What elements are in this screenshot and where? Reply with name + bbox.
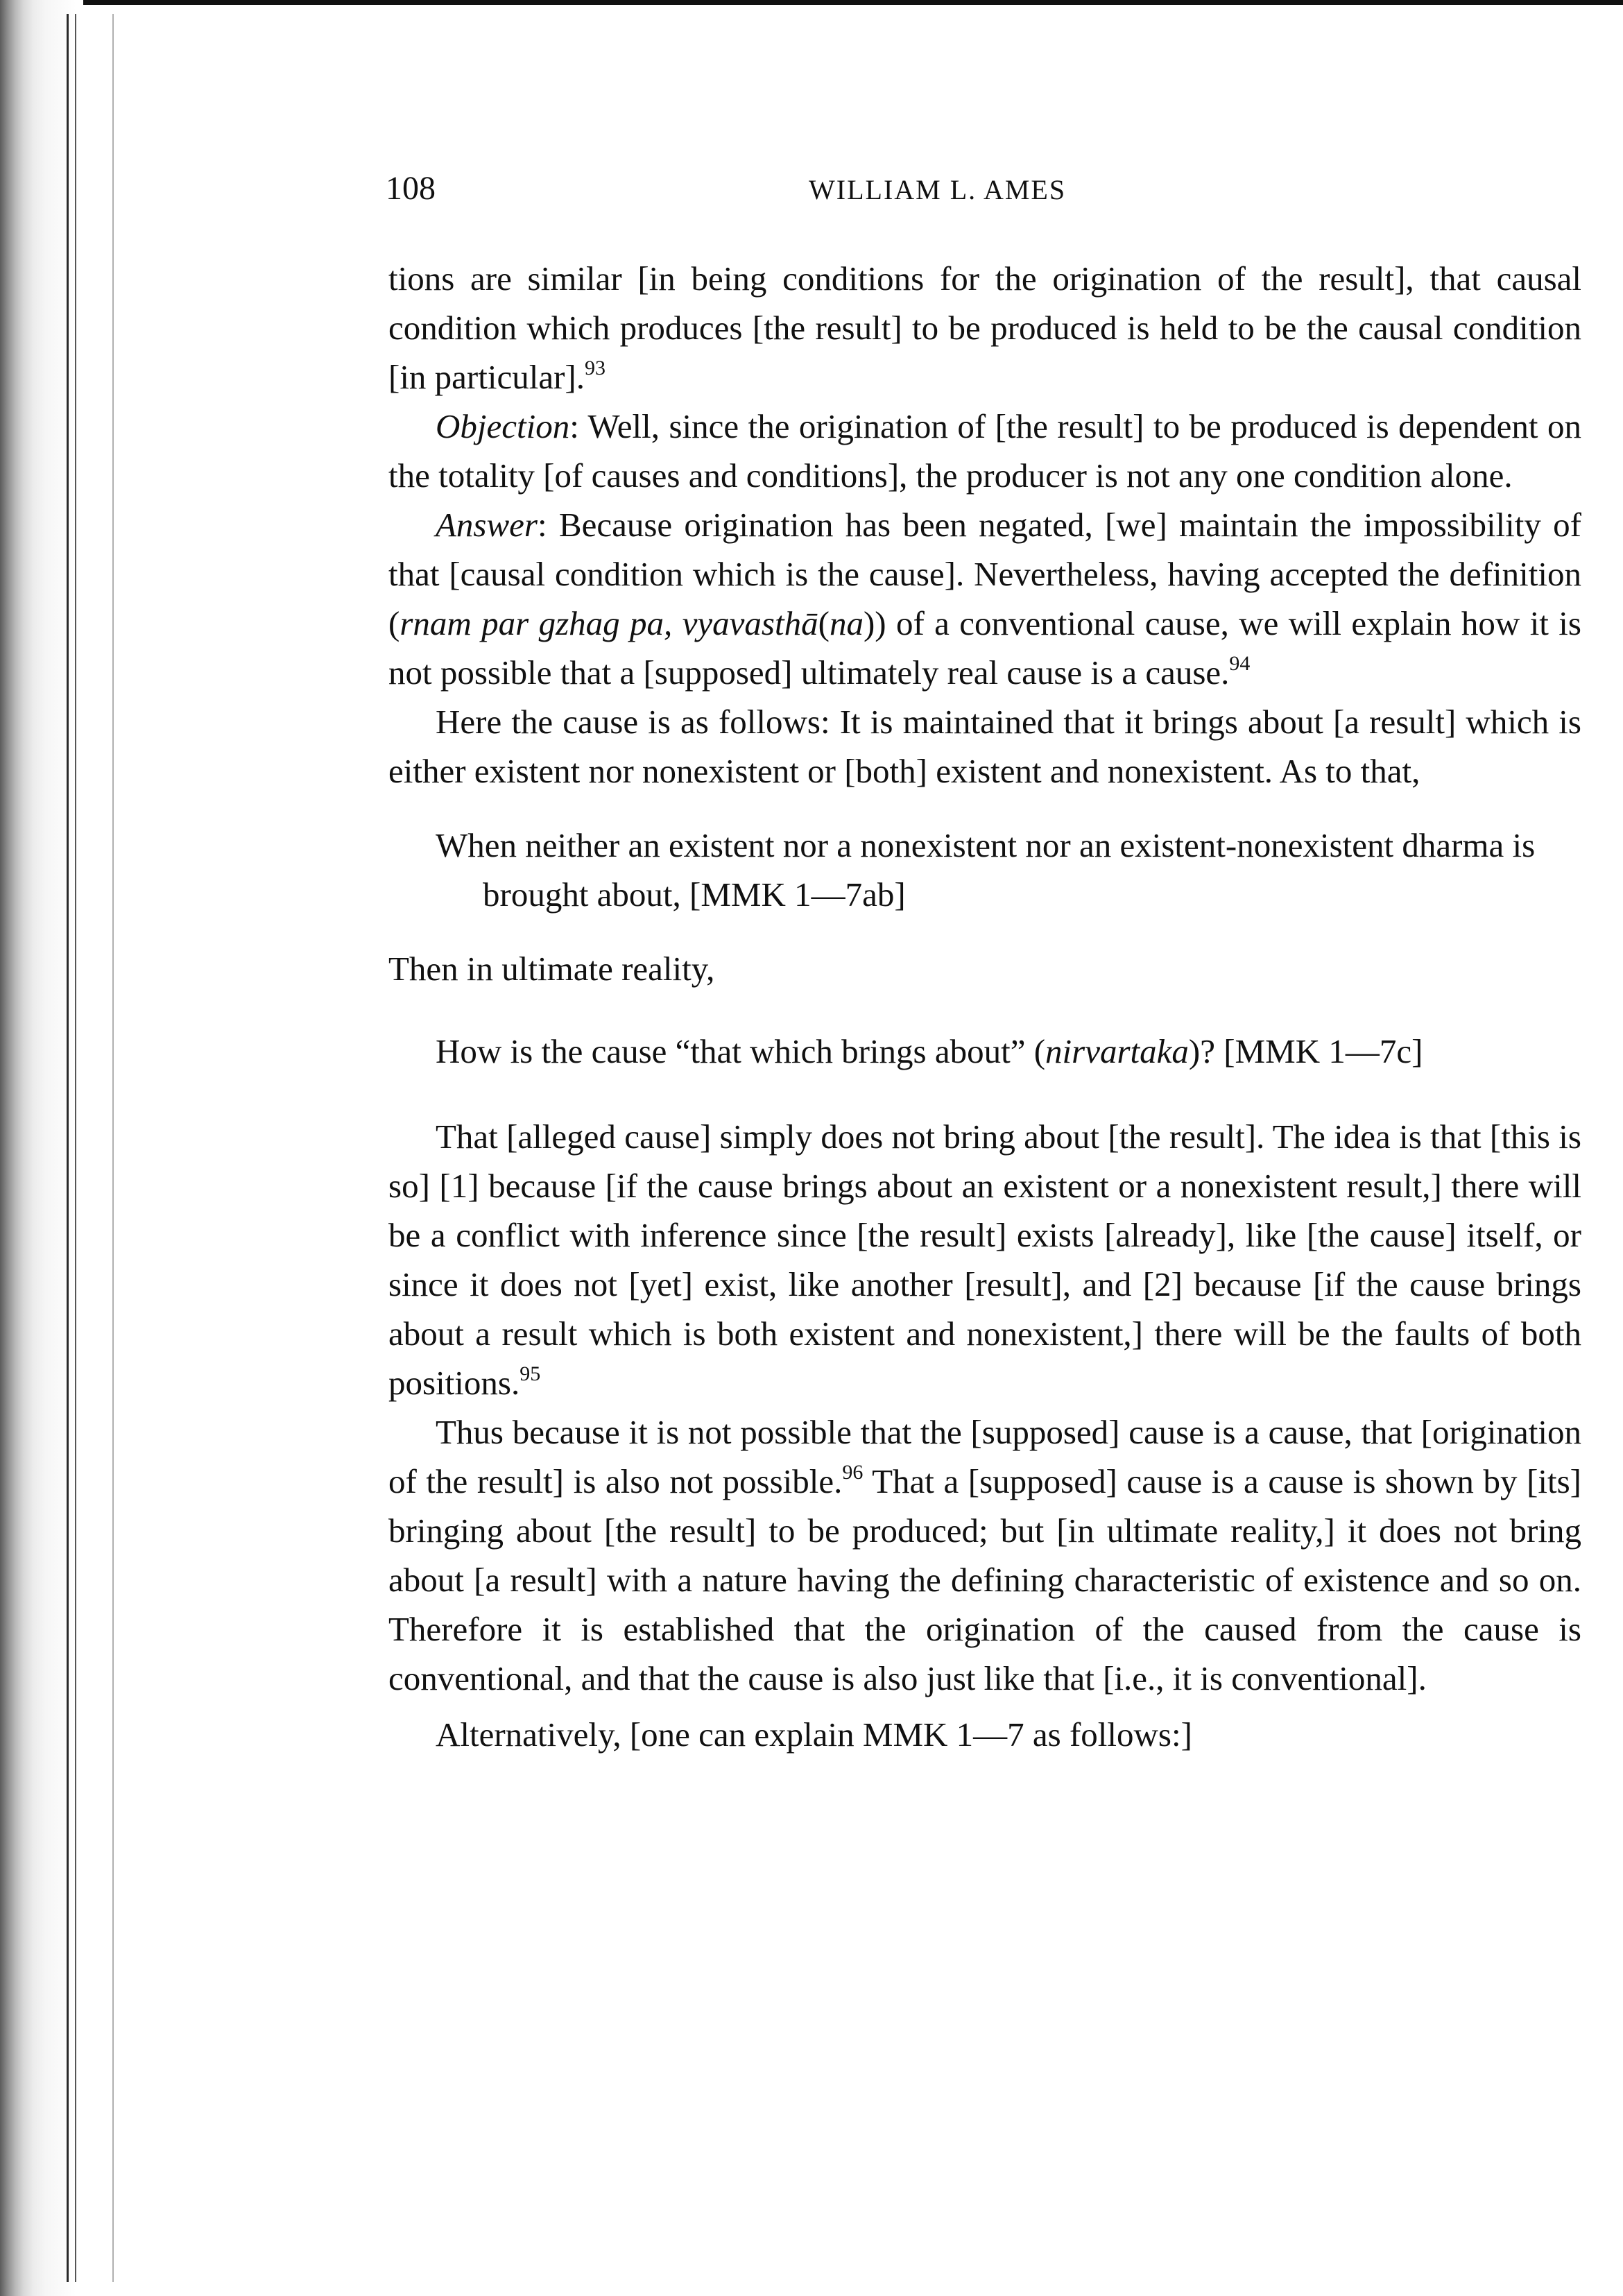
footnote-ref: 93	[584, 357, 606, 379]
scan-top-edge	[0, 0, 1623, 5]
paragraph	[388, 500, 1581, 697]
text-run: That a [supposed] cause is a cause is shown by [its] bringing about [the result] to be produced; but [in ultimate reality,] it does not bring about [a result] with a nature having the defining characteristic of existence and so on. Therefore it is established that the origination of the caused from the cause is conventional, and that the cause is also just like that [i.e., it is conventional].	[388, 1462, 1581, 1697]
italic-term: nirvartaka	[1045, 1032, 1189, 1070]
body-text	[388, 254, 1581, 1759]
text-run: That [alleged cause] simply does not bring about [the result]. The idea is that [this is so] [1] because [if the cause brings about an existent or a nonexistent result,] there will be a conflict with inference since [the result] exists [already], like [the cause] itself, or since it does not [yet] exist, like another [result], and [2] because [if the cause brings about a result which is both existent and nonexistent,] there will be the faults of both positions.	[388, 1117, 1581, 1402]
book-gutter-shadow	[0, 0, 83, 2296]
italic-term: Answer	[436, 506, 538, 544]
gutter-line	[75, 14, 76, 2282]
text-run: Then in ultimate reality,	[388, 950, 715, 988]
text-run: : Well, since the origination of [the result] to be produced is dependent on the totality [of causes and conditions], the producer is not any one condition alone.	[388, 407, 1581, 495]
text-run: When neither an existent nor a nonexistent nor an existent-nonexistent dharma is brought about, [MMK 1—7ab]	[436, 826, 1536, 914]
footnote-ref: 94	[1229, 652, 1251, 675]
italic-term: rnam par gzhag pa, vyavasthā	[400, 604, 818, 642]
text-run: tions are similar [in being conditions for the origination of the result], that causal condition which produces [the result] to be produced is held to be the causal condition [in particular].	[388, 259, 1581, 396]
italic-term: na	[829, 604, 864, 642]
verse-quotation	[388, 821, 1551, 919]
gutter-line	[112, 14, 114, 2282]
text-run: )) of a conventional cause, we will explain how it is not possible that a [supposed] ultimately real cause is a cause.	[388, 604, 1581, 692]
paragraph	[388, 1407, 1581, 1703]
text-run: Thus because it is not possible that the [supposed] cause is a cause, that [origination of the result] is also not possible.	[388, 1413, 1581, 1500]
gutter-line	[67, 14, 69, 2282]
text-run: : Because origination has been negated, [we] maintain the impossibility of that [causal condition which is the cause]. Nevertheless, having accepted the definition (	[388, 506, 1581, 642]
text-run: (	[818, 604, 830, 642]
footnote-ref: 96	[842, 1461, 864, 1484]
running-head: WILLIAM L. AMES	[809, 174, 1067, 205]
footnote-ref: 95	[519, 1362, 541, 1385]
page-number: 108	[386, 170, 436, 207]
page-header	[386, 168, 1565, 216]
text-run: )? [MMK 1—7c]	[1188, 1032, 1423, 1070]
text-run: How is the cause “that which brings about” (	[436, 1032, 1046, 1070]
paragraph	[388, 944, 1581, 993]
paragraph	[388, 1710, 1581, 1759]
paragraph	[388, 1112, 1581, 1407]
text-run: Here the cause is as follows: It is maintained that it brings about [a result] which is either existent nor nonexistent or [both] existent and nonexistent. As to that,	[388, 703, 1581, 790]
text-run: Alternatively, [one can explain MMK 1—7 as follows:]	[436, 1715, 1192, 1754]
paragraph	[388, 254, 1581, 402]
italic-term: Objection	[436, 407, 570, 445]
paragraph	[388, 402, 1581, 500]
verse-quotation	[388, 1027, 1551, 1076]
paragraph	[388, 697, 1581, 796]
